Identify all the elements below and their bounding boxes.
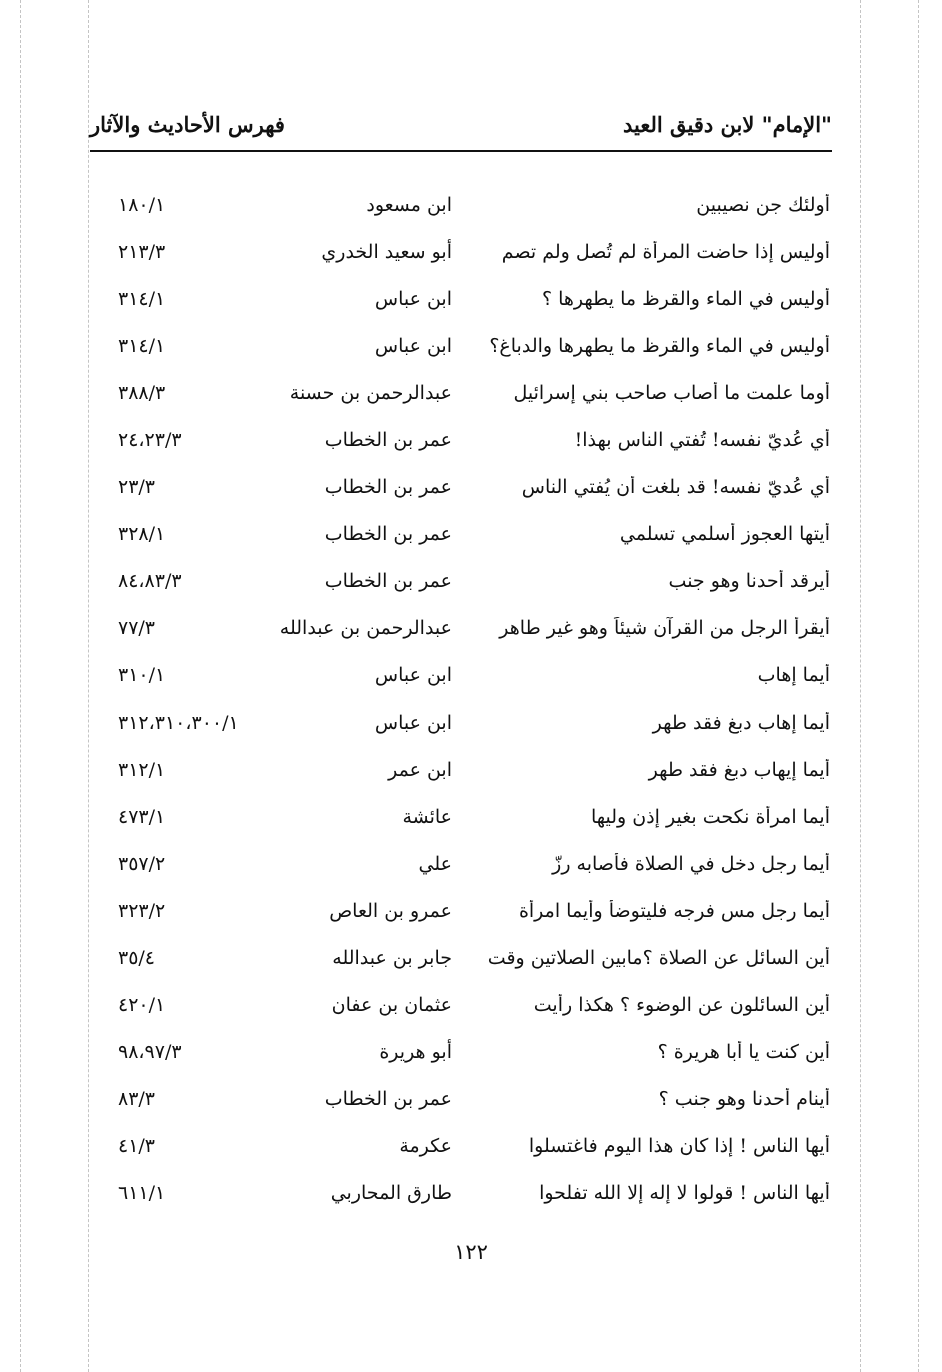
page-number: ١٢٢ [454,1240,488,1264]
volume-page-ref: ٣١٢/١ [118,758,166,781]
narrator-name: ابن مسعود [366,194,452,216]
volume-page-ref: ٣١٤/١ [118,288,166,311]
header-rule [90,150,832,152]
index-entry [110,1033,830,1080]
hadith-text: أيما رجل مس فرجه فليتوضأ وأيما امرأة [518,899,830,922]
narrator-name: عمر بن الخطاب [324,523,452,546]
volume-page-ref: ٣٥/٤ [118,946,156,969]
scan-guide-line [88,0,89,1372]
narrator-name: عمر بن الخطاب [324,476,452,499]
hadith-text: أوليس إذا حاضت المرأة لم تُصل ولم تصم [501,241,830,264]
narrator-name: ابن عباس [374,711,452,734]
narrator-name: عبدالرحمن بن عبدالله [279,617,452,640]
scan-guide-line [860,0,861,1372]
volume-page-ref: ٨٤،٨٣/٣ [118,570,182,593]
hadith-text: أين كنت يا أبا هريرة ؟ [657,1040,830,1063]
hadith-text: أين السائل عن الصلاة ؟مابين الصلاتين وقت [487,946,830,969]
narrator-name: عثمان بن عفان [331,993,452,1016]
volume-page-ref: ٤١/٣ [118,1134,156,1157]
index-entry [110,1080,830,1127]
index-entry [110,421,830,468]
index-entry [110,845,830,892]
narrator-name: أبو هريرة [379,1040,452,1063]
hadith-text: أيما إهاب [757,664,830,687]
hadith-text: أوليس في الماء والقرظ ما يطهرها والدباغ؟ [489,335,830,358]
hadith-text: أوما علمت ما أصاب صاحب بني إسرائيل [513,382,830,405]
narrator-name: ابن عباس [374,288,452,311]
section-title: فهرس الأحاديث والآثار [90,112,285,137]
hadith-text: أيرقد أحدنا وهو جنب [668,570,830,593]
volume-page-ref: ٤٢٠/١ [118,993,166,1016]
volume-page-ref: ٣١٢،٣١٠،٣٠٠/١ [118,711,239,734]
narrator-name: علي [418,852,452,875]
index-entries [110,186,830,1221]
hadith-text: أيما إهاب دبغ فقد طهر [652,711,830,734]
hadith-text: أيقرأ الرجل من القرآن شيئاً وهو غير طاهر [499,617,830,640]
hadith-text: أولئك جن نصيبين [696,194,830,216]
hadith-text: أي عُديّ نفسه! تُفتي الناس بهذا! [574,429,830,452]
narrator-name: عبدالرحمن بن حسنة [289,382,452,405]
index-entry [110,939,830,986]
volume-page-ref: ٨٣/٣ [118,1087,156,1110]
narrator-name: عمر بن الخطاب [324,429,452,452]
volume-page-ref: ٧٧/٣ [118,617,156,640]
hadith-text: أوليس في الماء والقرظ ما يطهرها ؟ [541,288,830,311]
narrator-name: ابن عمر [388,758,452,781]
volume-page-ref: ٩٨،٩٧/٣ [118,1040,182,1063]
running-header [90,112,832,148]
hadith-text: أيما إيهاب دبغ فقد طهر [648,758,830,781]
narrator-name: ابن عباس [374,664,452,687]
scan-guide-line [918,0,919,1372]
hadith-text: أيتها العجوز أسلمي تسلمي [619,523,830,546]
narrator-name: عمرو بن العاص [329,899,452,922]
index-entry [110,1174,830,1221]
volume-page-ref: ٢٣/٣ [118,476,156,499]
hadith-text: أي عُديّ نفسه! قد بلغت أن يُفتي الناس [521,476,830,499]
hadith-text: أينام أحدنا وهو جنب ؟ [658,1087,830,1110]
index-entry [110,1127,830,1174]
hadith-text: أيما رجل دخل في الصلاة فأصابه رزّ [552,852,830,875]
volume-page-ref: ٣١٤/١ [118,335,166,358]
narrator-name: أبو سعيد الخدري [321,241,452,264]
volume-page-ref: ٣٢٣/٢ [118,899,166,922]
volume-page-ref: ٦١١/١ [118,1181,166,1204]
index-entry [110,751,830,798]
index-entry [110,798,830,845]
book-title: "الإمام" لابن دقيق العيد [622,112,832,137]
narrator-name: عمر بن الخطاب [324,1087,452,1110]
index-entry [110,468,830,515]
index-entry [110,327,830,374]
index-entry [110,186,830,233]
index-entry [110,233,830,280]
index-entry [110,515,830,562]
volume-page-ref: ٢٤،٢٣/٣ [118,429,182,452]
index-entry [110,986,830,1033]
volume-page-ref: ٣٥٧/٢ [118,852,166,875]
hadith-text: أيها الناس ! قولوا لا إله إلا الله تفلحوا [539,1181,830,1204]
index-entry [110,562,830,609]
narrator-name: طارق المحاربي [330,1181,452,1204]
volume-page-ref: ٢١٣/٣ [118,241,166,264]
index-entry [110,374,830,421]
hadith-text: أيما امرأة نكحت بغير إذن وليها [590,805,830,828]
narrator-name: عمر بن الخطاب [324,570,452,593]
narrator-name: جابر بن عبدالله [332,946,452,969]
narrator-name: عكرمة [399,1134,452,1157]
volume-page-ref: ٤٧٣/١ [118,805,166,828]
index-entry [110,892,830,939]
volume-page-ref: ١٨٠/١ [118,194,166,216]
narrator-name: عائشة [402,805,452,828]
narrator-name: ابن عباس [374,335,452,358]
index-entry [110,280,830,327]
volume-page-ref: ٣٨٨/٣ [118,382,166,405]
volume-page-ref: ٣٢٨/١ [118,523,166,546]
index-entry [110,609,830,656]
hadith-text: أين السائلون عن الوضوء ؟ هكذا رأيت [533,993,830,1016]
hadith-text: أيها الناس ! إذا كان هذا اليوم فاغتسلوا [528,1134,830,1157]
index-entry [110,656,830,703]
volume-page-ref: ٣١٠/١ [118,664,166,687]
scan-guide-line [20,0,21,1372]
index-entry [110,704,830,751]
